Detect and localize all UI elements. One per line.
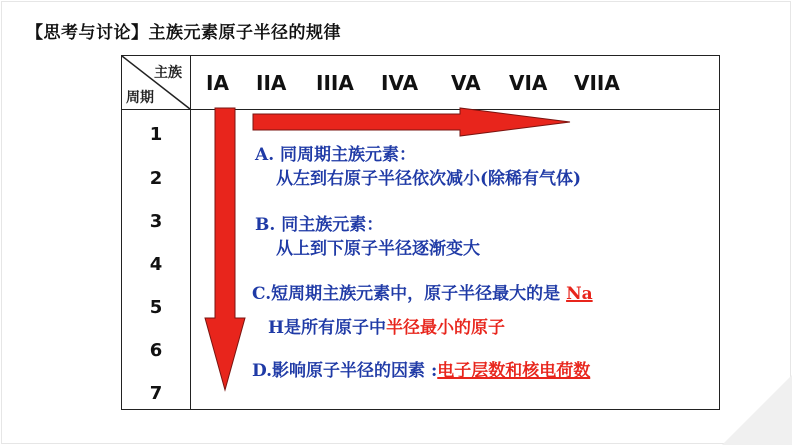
note-d-answer: 电子层数和核电荷数 xyxy=(437,361,591,381)
period-label: 3 xyxy=(149,211,163,232)
corner-label-group: 主族 xyxy=(154,65,182,81)
note-d-text: D.影响原子半径的因素 : xyxy=(252,361,438,381)
vertical-trend-arrow xyxy=(205,108,245,390)
period-label: 7 xyxy=(149,383,163,404)
group-label: VA xyxy=(451,71,481,95)
note-b-detail: 从上到下原子半径逐渐变大 xyxy=(276,239,480,259)
period-label: 2 xyxy=(149,168,163,189)
group-label: VIIA xyxy=(574,71,620,95)
period-label: 6 xyxy=(149,340,163,361)
horizontal-trend-arrow xyxy=(253,108,570,136)
group-label: IIIA xyxy=(316,71,354,95)
note-c-text: C.短周期主族元素中，原子半径最大的是 xyxy=(252,284,567,304)
corner-label-period: 周期 xyxy=(126,90,154,106)
note-a-detail: 从左到右原子半径依次减小(除稀有气体) xyxy=(276,169,582,189)
slide-title: 【思考与讨论】主族元素原子半径的规律 xyxy=(26,23,341,43)
group-label: IA xyxy=(206,71,229,95)
period-label: 4 xyxy=(149,254,163,275)
group-label: VIA xyxy=(509,71,548,95)
note-h-text: H是所有原子中 xyxy=(268,318,387,338)
note-b-heading: B. 同主族元素： xyxy=(255,215,384,235)
group-label: IIA xyxy=(256,71,287,95)
note-d xyxy=(252,356,590,381)
period-label: 5 xyxy=(149,297,163,318)
note-a-heading: A. 同周期主族元素： xyxy=(255,145,417,165)
note-c xyxy=(252,279,593,304)
period-label: 1 xyxy=(149,124,163,145)
note-h-highlight: 半径最小的原子 xyxy=(386,318,506,338)
note-c-answer: Na xyxy=(566,284,593,304)
note-h xyxy=(268,313,505,338)
group-label: IVA xyxy=(381,71,419,95)
